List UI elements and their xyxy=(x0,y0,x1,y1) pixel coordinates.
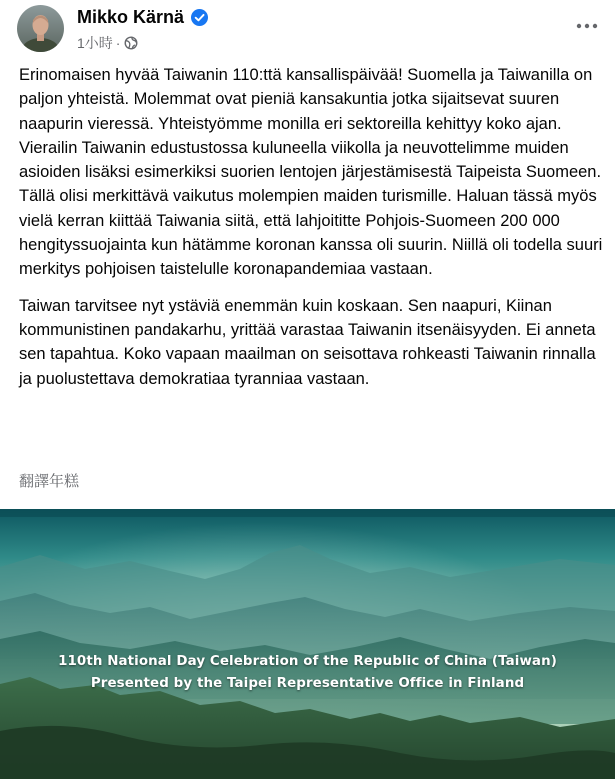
author-name[interactable]: Mikko Kärnä xyxy=(77,7,185,27)
meta-separator: · xyxy=(115,35,121,51)
avatar-image xyxy=(17,5,64,52)
post-header xyxy=(17,5,602,53)
more-options-button[interactable] xyxy=(572,11,602,41)
video-caption-line-1: 110th National Day Celebration of the Republic of China (Taiwan) xyxy=(58,654,557,669)
video-caption-line-2: Presented by the Taipei Representative Office in Finland xyxy=(90,676,525,691)
post-video-thumbnail[interactable] xyxy=(0,509,615,779)
verified-badge-icon xyxy=(191,9,208,26)
globe-icon[interactable] xyxy=(124,36,138,50)
author-avatar[interactable] xyxy=(17,5,64,52)
mountain-landscape-image xyxy=(0,509,615,779)
post-body xyxy=(19,63,604,403)
post-timestamp[interactable]: 1小時 xyxy=(77,35,113,51)
post-paragraph-2: Taiwan tarvitsee nyt ystäviä enemmän kuin koskaan. Sen naapuri, Kiinan kommunistinen pandakarhu, yrittää varastaa Taiwanin itsenäisyyden. Ei anneta sen tapahtua. Koko vapaan maailman on seisottava rohkeasti Taiwanin rinnalla ja puolustettava demokratiaa tyranniaa vastaan. xyxy=(19,296,596,388)
post-paragraph-1: Erinomaisen hyvää Taiwanin 110:ttä kansallispäivää! Suomella ja Taiwanilla on paljon yhteistä. Molemmat ovat pieniä kansakuntia jotka sijaitsevat suuren naapurin vieressä. Yhteistyömme monilla eri sektoreilla kehittyy koko ajan. Vierailin Taiwanin edustustossa kuluneella viikolla ja neuvottelimme muiden asioiden lisäksi esimerkiksi suorien lentojen järjestämisestä Taipeista Suomeen. Tällä olisi merkittävä vaikutus molempien maiden turismille. Haluan tässä myös vielä kerran kiittää Taiwania siitä, että lahjoititte Pohjois-Suomeen 200 000 hengityssuojainta kun hätämme koronan kanssa oli suurin. Niillä oli todella suuri merkitys pohjoisen taistelulle koronapandemiaa vastaan. xyxy=(19,66,603,279)
see-translation-link[interactable]: 翻譯年糕 xyxy=(19,473,80,490)
more-options-icon xyxy=(576,23,598,29)
post-meta xyxy=(77,33,138,53)
